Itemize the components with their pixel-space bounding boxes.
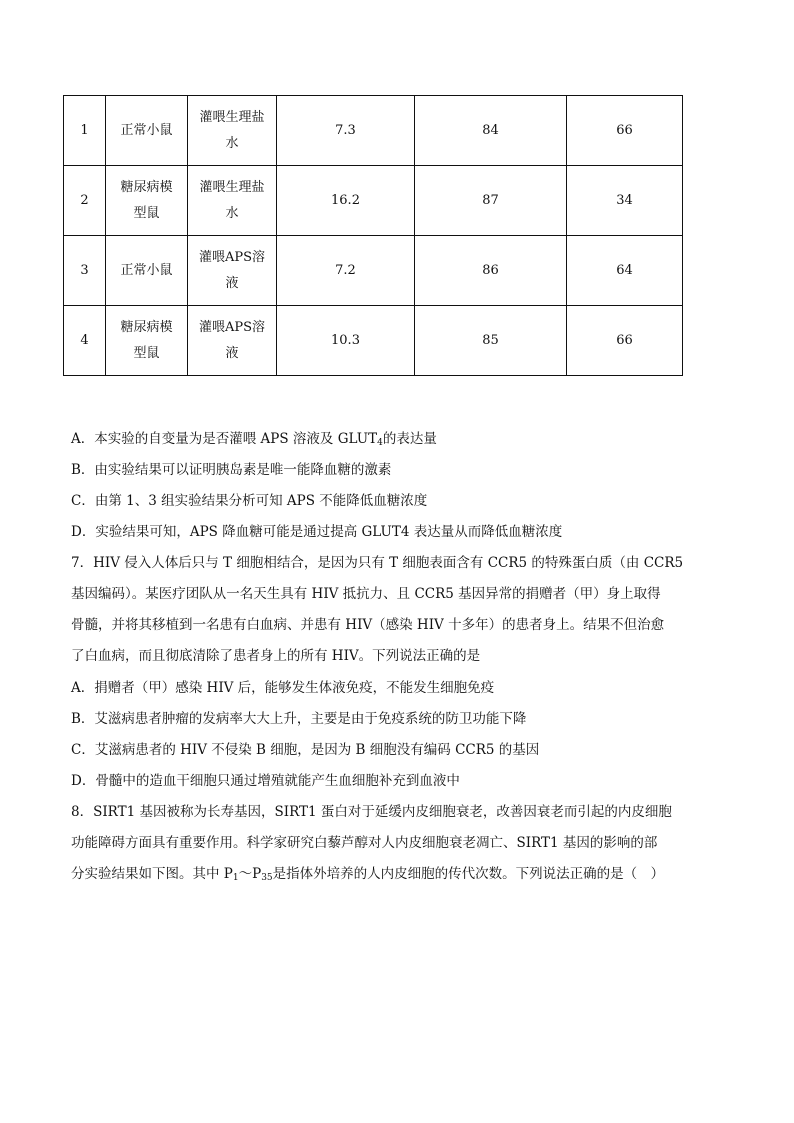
table-row bbox=[64, 96, 683, 166]
table-row bbox=[64, 166, 683, 236]
q7-option-b: B．艾滋病患者肿瘤的发病率大大上升，主要是由于免疫系统的防卫功能下降 bbox=[71, 711, 527, 727]
value-cell: 85 bbox=[415, 306, 567, 376]
value-cell: 7.3 bbox=[277, 96, 415, 166]
q8-stem-line: 分实验结果如下图。其中 $P_1\sim P_{35}$是指体外培养的人内皮细胞的传代次数。下列说法正确的是（ ） bbox=[71, 866, 665, 883]
value-cell: 16.2 bbox=[277, 166, 415, 236]
group-animal: 糖尿病模 型鼠 bbox=[106, 166, 188, 236]
group-treatment: 灌喂生理盐 水 bbox=[188, 96, 277, 166]
q7-stem-line: 了白血病，而且彻底清除了患者身上的所有 HIV。下列说法正确的是 bbox=[71, 648, 481, 664]
group-animal: 糖尿病模 型鼠 bbox=[106, 306, 188, 376]
q7-stem-line: 基因编码）。某医疗团队从一名天生具有 HIV 抵抗力、且 CCR5 基因异常的捐赠者（甲）身上取得 bbox=[71, 586, 661, 602]
value-cell: 34 bbox=[567, 166, 683, 236]
q8-stem-line: 8．SIRT1 基因被称为长寿基因，SIRT1 蛋白对于延缓内皮细胞衰老，改善因衰老而引起的内皮细胞 bbox=[71, 804, 672, 820]
table-row bbox=[64, 236, 683, 306]
q6-option-b: B．由实验结果可以证明胰岛素是唯一能降血糖的激素 bbox=[71, 462, 392, 478]
experiment-table bbox=[63, 95, 683, 376]
q7-stem-line: 7．HIV 侵入人体后只与 T 细胞相结合，是因为只有 T 细胞表面含有 CCR5 的特殊蛋白质（由 CCR5 bbox=[71, 555, 684, 571]
group-animal: 正常小鼠 bbox=[106, 236, 188, 306]
q6-option-c: C．由第 1、3 组实验结果分析可知 APS 不能降低血糖浓度 bbox=[71, 493, 428, 509]
q7-option-a: A．捐赠者（甲）感染 HIV 后，能够发生体液免疫，不能发生细胞免疫 bbox=[71, 680, 495, 696]
value-cell: 86 bbox=[415, 236, 567, 306]
group-number: 4 bbox=[64, 306, 106, 376]
group-number: 3 bbox=[64, 236, 106, 306]
q6-option-d: D．实验结果可知，APS 降血糖可能是通过提高 GLUT4 表达量从而降低血糖浓度 bbox=[71, 524, 563, 540]
q7-option-d: D．骨髓中的造血干细胞只通过增殖就能产生血细胞补充到血液中 bbox=[71, 773, 460, 789]
group-treatment: 灌喂APS溶 液 bbox=[188, 306, 277, 376]
group-treatment: 灌喂APS溶 液 bbox=[188, 236, 277, 306]
value-cell: 7.2 bbox=[277, 236, 415, 306]
value-cell: 66 bbox=[567, 306, 683, 376]
q7-option-c: C．艾滋病患者的 HIV 不侵染 B 细胞，是因为 B 细胞没有编码 CCR5 的基因 bbox=[71, 742, 540, 758]
value-cell: 64 bbox=[567, 236, 683, 306]
value-cell: 87 bbox=[415, 166, 567, 236]
group-number: 1 bbox=[64, 96, 106, 166]
group-animal: 正常小鼠 bbox=[106, 96, 188, 166]
value-cell: 10.3 bbox=[277, 306, 415, 376]
group-number: 2 bbox=[64, 166, 106, 236]
value-cell: 66 bbox=[567, 96, 683, 166]
q6-option-a: A．本实验的自变量为是否灌喂 APS 溶液及 $GLUT_4$的表达量 bbox=[71, 431, 437, 448]
value-cell: 84 bbox=[415, 96, 567, 166]
q7-stem-line: 骨髓，并将其移植到一名患有白血病、并患有 HIV（感染 HIV 十多年）的患者身上。结果不但治愈 bbox=[71, 617, 665, 633]
table-row bbox=[64, 306, 683, 376]
q8-stem-line: 功能障碍方面具有重要作用。科学家研究白藜芦醇对人内皮细胞衰老凋亡、SIRT1 基因的影响的部 bbox=[71, 835, 658, 851]
group-treatment: 灌喂生理盐 水 bbox=[188, 166, 277, 236]
